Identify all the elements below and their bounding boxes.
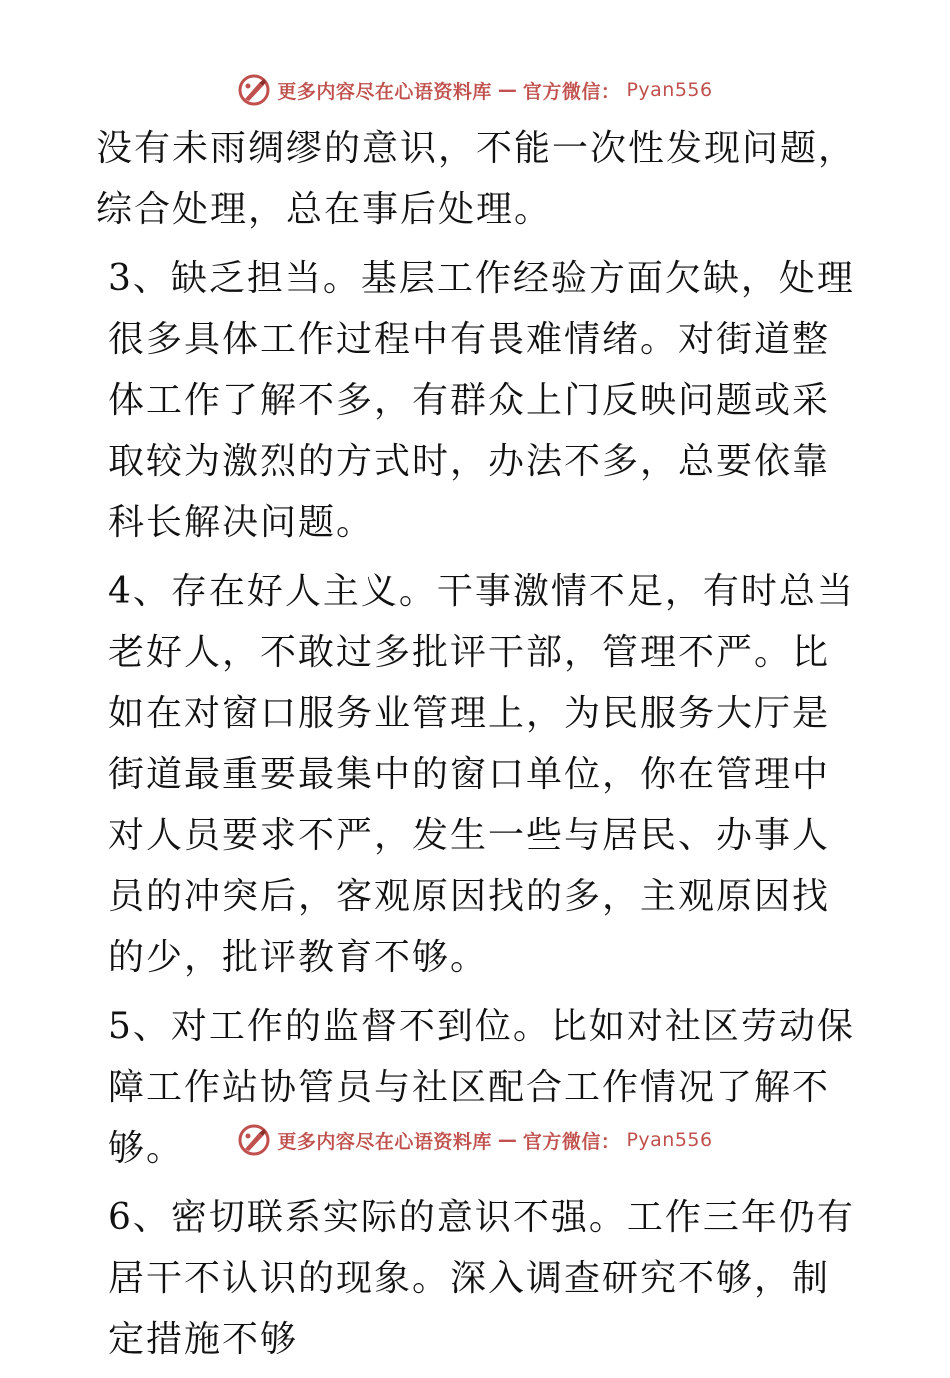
header-banner-text: 更多内容尽在心语资料库 (277, 80, 492, 103)
paragraph-5: 6、密切联系实际的意识不强。工作三年仍有居干不认识的现象。深入调查研究不够，制定措施不够 (108, 1197, 855, 1360)
page-footer (0, 1120, 950, 1160)
footer-wechat-label: 官方微信： (522, 1130, 621, 1153)
header-wechat-id: Pyan556 (626, 79, 713, 101)
header-banner (237, 73, 712, 107)
footer-banner-text: 更多内容尽在心语资料库 (277, 1130, 492, 1153)
paragraph-1: 没有未雨绸缪的意识，不能一次性发现问题，综合处理，总在事后处理。 (96, 128, 857, 230)
footer-banner-separator: — (497, 1129, 517, 1151)
logo-icon (237, 73, 271, 107)
footer-wechat-id: Pyan556 (626, 1129, 713, 1151)
header-wechat-label: 官方微信： (522, 80, 621, 103)
paragraph-3: 4、存在好人主义。干事激情不足，有时总当老好人，不敢过多批评干部，管理不严。比如在对窗口服务业管理上，为民服务大厅是街道最重要最集中的窗口单位，你在管理中对人员要求不严，发生一些与居民、办事人员的冲突后，客观原因找的多，主观原因找的少，批评教育不够。 (108, 571, 855, 978)
logo-icon (237, 1123, 271, 1157)
page-header (0, 70, 950, 110)
document-body (96, 118, 856, 1378)
paragraph-4: 5、对工作的监督不到位。比如对社区劳动保障工作站协管员与社区配合工作情况了解不够。 (108, 1006, 855, 1169)
footer-banner (237, 1123, 712, 1157)
header-banner-separator: — (497, 79, 517, 101)
paragraph-2: 3、缺乏担当。基层工作经验方面欠缺，处理很多具体工作过程中有畏难情绪。对街道整体工作了解不多，有群众上门反映问题或采取较为激烈的方式时，办法不多，总要依靠科长解决问题。 (108, 258, 855, 543)
